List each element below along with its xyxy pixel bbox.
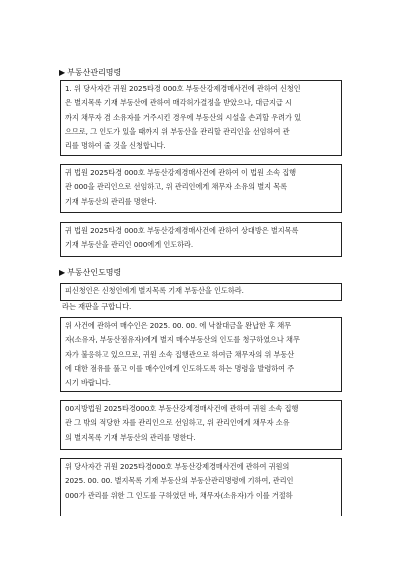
section-title: 부동산인도명령 xyxy=(67,268,122,277)
black-right-triangle-icon: ▶ xyxy=(59,68,66,77)
order-text-box xyxy=(60,164,342,213)
text-line: 자(소유자, 부동산점유자)에게 별지 매수부동산의 인도를 청구하였으나 채무 xyxy=(65,335,300,345)
text-line: 위 사건에 관하여 매수인은 2025. 00. 00. 에 낙찰대금을 완납한 후 채무 xyxy=(65,321,292,330)
section-heading-property-delivery-order xyxy=(59,268,121,278)
text-line: 피신청인은 신청인에게 별지목록 기재 부동산을 인도하라. xyxy=(65,286,244,295)
reason-text-box xyxy=(60,317,342,392)
text-line: 1. 위 당사자간 귀원 2025타경 000호 부동산강제경매사건에 관하여 신청인 xyxy=(65,84,301,93)
text-line: 2025. 00. 00. 별지목록 기재 부동산의 부동산관리명령에 기하여, 관리인 xyxy=(65,476,294,486)
text-line: 리를 명하여 줄 것을 신청합니다. xyxy=(65,141,166,151)
text-line: 관 000을 관리인으로 선임하고, 위 관리인에게 채무자 소유의 별지 목록 xyxy=(65,182,288,192)
text-line: 에 대한 점유를 풀고 이를 매수인에게 인도하도록 하는 명령을 발령하여 주 xyxy=(65,363,295,373)
text-line: 기재 부동산의 관리를 명한다. xyxy=(65,196,157,206)
request-text-box xyxy=(60,283,342,301)
text-line: 귀 법원 2025타경 000호 부동산강제경매사건에 관하여 이 법원 소속 집행 xyxy=(65,168,296,177)
text-line: 시기 바랍니다. xyxy=(65,378,111,388)
text-line: 귀 법원 2025타경 000호 부동산강제경매사건에 관하여 상대방은 별지목록 xyxy=(65,226,299,235)
text-line: 00지방법원 2025타경000호 부동산강제경매사건에 관하여 귀원 소속 집행 xyxy=(65,404,299,413)
text-line: 으므로, 그 인도가 있을 때까지 위 부동산을 관리할 관리인을 선임하여 관 xyxy=(65,126,290,136)
section-heading-property-management-order xyxy=(59,68,121,78)
order-text-box xyxy=(60,400,342,450)
text-line: 까지 채무자 겸 소유자를 거주시킨 경우에 부동산의 시설을 손괴할 우려가 있 xyxy=(65,112,302,122)
application-text-box xyxy=(60,80,342,156)
text-line: 위 당사자간 귀원 2025타경000호 부동산강제경매사건에 관하여 귀원의 xyxy=(65,462,290,471)
text-line: 자가 불응하고 있으므로, 귀원 소속 집행관으로 하여금 채무자의 위 부동산 xyxy=(65,349,295,359)
text-line: 기재 부동산을 관리인 000에게 인도하라. xyxy=(65,240,194,250)
black-right-triangle-icon: ▶ xyxy=(59,268,66,277)
order-text-box xyxy=(60,222,342,257)
request-text-box xyxy=(60,458,342,516)
text-line: 의 별지목록 기재 부동산의 관리를 명한다. xyxy=(65,432,196,442)
text-line: 은 별지목록 기재 부동산에 관하여 매각허가결정을 받았으나, 대금지급 시 xyxy=(65,98,292,108)
text-line: 관 그 밖의 적당한 자를 관리인으로 선임하고, 위 관리인에게 채무자 소유 xyxy=(65,418,290,428)
section-title: 부동산관리명령 xyxy=(67,68,122,77)
text-line: 000가 관리를 위한 그 인도를 구하였던 바, 채무자(소유자)가 이를 거절하 xyxy=(65,490,293,500)
request-suffix-text: 라는 재판을 구합니다. xyxy=(62,302,132,311)
